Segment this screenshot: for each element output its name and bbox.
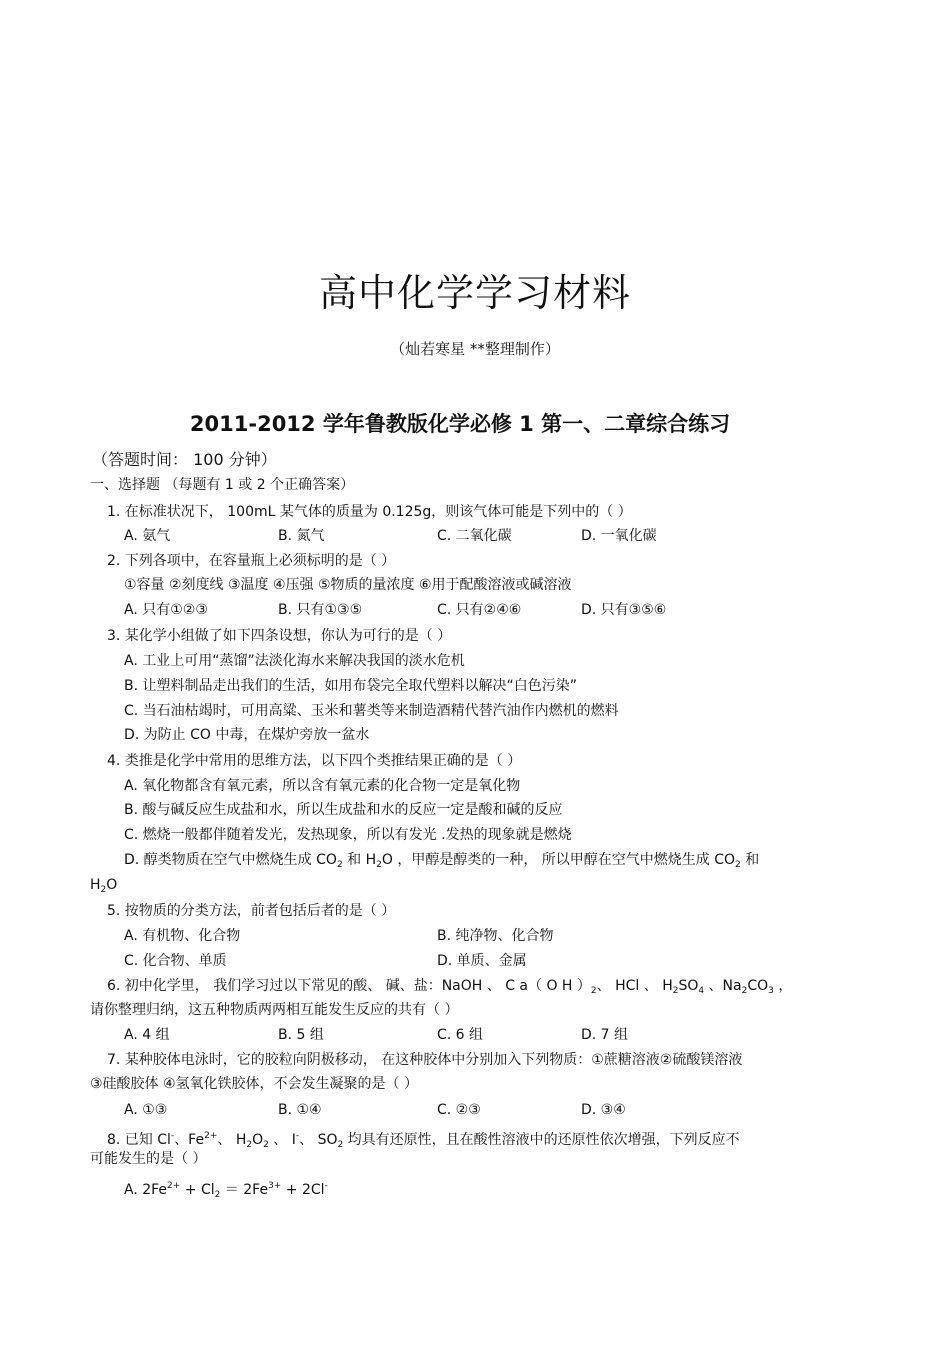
question-5-option-b: B. 纯净物、化合物: [437, 928, 554, 944]
question-6-option-b: B. 5 组: [278, 1027, 324, 1043]
question-8-option-a: A. $2Fe^{2+} + Cl_2 = 2Fe^{3+} + 2Cl^-$: [124, 1181, 328, 1200]
question-7-option-c: C. ②③: [437, 1102, 481, 1118]
question-3-option-b: B. 让塑料制品走出我们的生活，如用布袋完全取代塑料以解决“白色污染”: [124, 678, 578, 694]
question-4-option-d-continued: $H_2O$: [90, 877, 118, 895]
question-4-stem: 4. 类推是化学中常用的思维方法，以下四个类推结果正确的是（ ）: [107, 753, 522, 769]
question-1-stem: 1. 在标准状况下， 100mL 某气体的质量为 0.125g，则该气体可能是下列中的（ ）: [107, 504, 632, 520]
section-title: 一、选择题 （每题有 1 或 2 个正确答案）: [90, 477, 355, 493]
question-5-option-d: D. 单质、金属: [437, 953, 527, 969]
question-6-option-d: D. 7 组: [581, 1027, 629, 1043]
question-8-stem: 8. 已知 Cl-、$Fe^{2+}$、 $H_2O_2$ 、 I-、 $SO_2$ 均具有还原性，且在酸性溶液中的还原性依次增强，下列反应不: [107, 1131, 740, 1150]
question-2-option-d: D. 只有③⑤⑥: [581, 602, 667, 618]
question-5-option-a: A. 有机物、化合物: [124, 928, 241, 944]
question-3-option-c: C. 当石油枯竭时，可用高粱、玉米和薯类等来制造酒精代替汽油作内燃机的燃料: [124, 703, 619, 719]
question-2-option-a: A. 只有①②③: [124, 602, 208, 618]
question-2-items: ①容量 ②刻度线 ③温度 ④压强 ⑤物质的量浓度 ⑥用于配酸溶液或碱溶液: [124, 577, 572, 593]
question-4-option-d: D. 醇类物质在空气中燃烧生成 $CO_2$ 和 $H_2O$ ，甲醇是醇类的一种， 所以甲醇在空气中燃烧生成 $CO_2$ 和: [124, 852, 760, 870]
question-7-stem-continued: ③硅酸胶体 ④氢氧化铁胶体，不会发生凝聚的是（ ）: [90, 1076, 419, 1092]
question-7-option-a: A. ①③: [124, 1102, 168, 1118]
question-5-option-c: C. 化合物、单质: [124, 953, 227, 969]
question-6-stem-continued: 请你整理归纳，这五种物质两两相互能发生反应的共有（ ）: [90, 1002, 459, 1018]
question-7-option-b: B. ①④: [278, 1102, 322, 1118]
question-6-option-c: C. 6 组: [437, 1027, 484, 1043]
question-4-option-a: A. 氧化物都含有氧元素，所以含有氧元素的化合物一定是氧化物: [124, 778, 521, 794]
question-6-stem: 6. 初中化学里， 我们学习过以下常见的酸、 碱、盐：NaOH 、 C a（ O H ）$_2$、 HCl 、 $H_2SO_4$ 、$Na_2CO_3$ ，: [107, 978, 793, 996]
question-7-option-d: D. ③④: [581, 1102, 626, 1118]
question-5-stem: 5. 按物质的分类方法，前者包括后者的是（ ）: [107, 903, 396, 919]
question-7-stem: 7. 某种胶体电泳时，它的胶粒向阴极移动， 在这种胶体中分别加入下列物质：①蔗糖溶液②硫酸镁溶液: [107, 1052, 743, 1068]
question-4-option-c: C. 燃烧一般都伴随着发光，发热现象，所以有发光 .发热的现象就是燃烧: [124, 827, 572, 843]
question-1-option-c: C. 二氧化碳: [437, 528, 512, 544]
question-6-option-a: A. 4 组: [124, 1027, 170, 1043]
question-2-option-c: C. 只有②④⑥: [437, 602, 522, 618]
question-8-stem-continued: 可能发生的是（ ）: [90, 1151, 207, 1167]
document-subtitle: （灿若寒星 **整理制作）: [390, 340, 560, 358]
question-3-option-a: A. 工业上可用“蒸馏”法淡化海水来解决我国的淡水危机: [124, 653, 465, 669]
question-1-option-b: B. 氮气: [278, 528, 325, 544]
question-3-stem: 3. 某化学小组做了如下四条设想，你认为可行的是（ ）: [107, 628, 452, 644]
document-title: 高中化学学习材料: [318, 271, 631, 315]
question-3-option-d: D. 为防止 CO 中毒，在煤炉旁放一盆水: [124, 727, 370, 743]
question-1-option-a: A. 氨气: [124, 528, 171, 544]
exam-heading: 2011-2012 学年鲁教版化学必修 1 第一、二章综合练习: [189, 412, 731, 436]
answer-time: （答题时间： 100 分钟）: [92, 450, 277, 469]
question-4-option-b: B. 酸与碱反应生成盐和水，所以生成盐和水的反应一定是酸和碱的反应: [124, 802, 563, 818]
question-2-option-b: B. 只有①③⑤: [278, 602, 363, 618]
question-1-option-d: D. 一氧化碳: [581, 528, 657, 544]
question-2-stem: 2. 下列各项中，在容量瓶上必须标明的是（ ）: [107, 553, 396, 569]
